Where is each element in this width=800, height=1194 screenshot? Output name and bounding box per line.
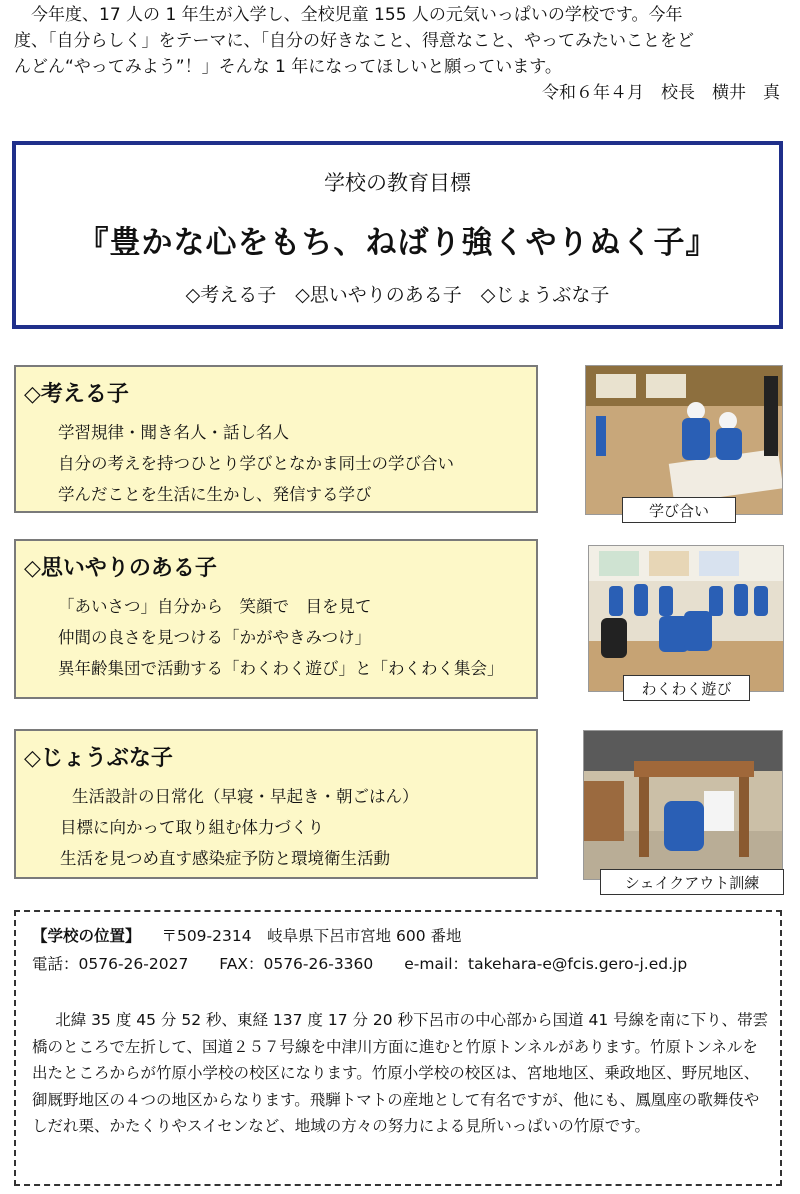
list-item: 目標に向かって取り組む体力づくり (60, 818, 324, 837)
list-item: 生活を見つめ直す感染症予防と環境衛生活動 (60, 849, 390, 868)
photo-shakeout-drill (583, 730, 783, 880)
location-description (32, 1007, 772, 1140)
section-title: ◇思いやりのある子 (24, 556, 217, 581)
list-item: 仲間の良さを見つける「かがやきみつけ」 (58, 628, 372, 647)
location-paragraph: 北緯 35 度 45 分 52 秒、東経 137 度 17 分 20 秒下呂市の中心部から国道 41 号線を南に下り、帯雲橋のところで左折して、国道２５７号線を中津川方面に進むと竹原トンネルがあります。竹原トンネルを出たところからが竹原小学校の校区になります。竹原小学校の校区は、宮地地区、乗政地区、野尻地区、御厩野地区の４つの地区からなります。飛騨トマトの産地として有名ですが、他にも、鳳凰座の歌舞伎やしだれ栗、かたくりやスイセンなど、地域の方々の努力による見所いっぱいの竹原です。 (32, 1011, 769, 1135)
list-item: 学んだことを生活に生かし、発信する学び (58, 485, 372, 504)
photo-caption: 学び合い (622, 497, 736, 523)
list-item: 学習規律・聞き名人・話し名人 (58, 423, 289, 442)
list-item: 生活設計の日常化（早寝・早起き・朝ごはん） (72, 787, 419, 806)
intro-paragraph (14, 2, 784, 106)
location-address-line (32, 924, 462, 946)
goal-sub-items: ◇考える子 ◇思いやりのある子 ◇じょうぶな子 (185, 284, 610, 306)
photo-caption: シェイクアウト訓練 (600, 869, 784, 895)
email-address[interactable]: e-mail：takehara-e@fcis.gero-j.ed.jp (404, 955, 688, 973)
section-panel-caring (14, 539, 538, 699)
postal-address: 〒509-2314 岐阜県下呂市宮地 600 番地 (161, 927, 462, 945)
list-item: 「あいさつ」自分から 笑顔で 目を見て (58, 597, 372, 616)
section-title: ◇じょうぶな子 (24, 746, 173, 771)
goal-main-motto: 『豊かな心をもち、ねばり強くやりぬく子』 (77, 225, 718, 261)
intro-line: 度、「自分らしく」をテーマに、「自分の好きなこと、得意なこと、やってみたいことをど (14, 31, 694, 51)
photo-learning-together (585, 365, 783, 515)
intro-line: 今年度、17 人の 1 年生が入学し、全校児童 155 人の元気いっぱいの学校です。今年 (31, 5, 683, 25)
school-location-box (14, 910, 782, 1186)
list-item: 異年齢集団で活動する「わくわく遊び」と「わくわく集会」 (58, 659, 504, 678)
section-list (58, 417, 454, 510)
section-list (58, 591, 504, 684)
section-panel-thinking (14, 365, 538, 513)
fax-number: FAX：0576-26-3360 (219, 955, 374, 973)
contact-line (32, 952, 687, 974)
education-goal-box (12, 141, 783, 329)
photo-waku-waku-play (588, 545, 784, 692)
section-panel-healthy (14, 729, 538, 879)
intro-line: んどん“やってみよう”！」そんな 1 年になってほしいと願っています。 (14, 57, 562, 77)
signature: 令和６年４月 校長 横井 真 (542, 83, 780, 103)
location-label: 【学校の位置】 (32, 927, 141, 945)
section-list (60, 781, 419, 874)
phone-number: 電話：0576-26-2027 (32, 955, 189, 973)
list-item: 自分の考えを持つひとり学びとなかま同士の学び合い (58, 454, 454, 473)
goal-heading: 学校の教育目標 (324, 171, 471, 195)
section-title: ◇考える子 (24, 382, 129, 407)
photo-caption: わくわく遊び (623, 675, 750, 701)
